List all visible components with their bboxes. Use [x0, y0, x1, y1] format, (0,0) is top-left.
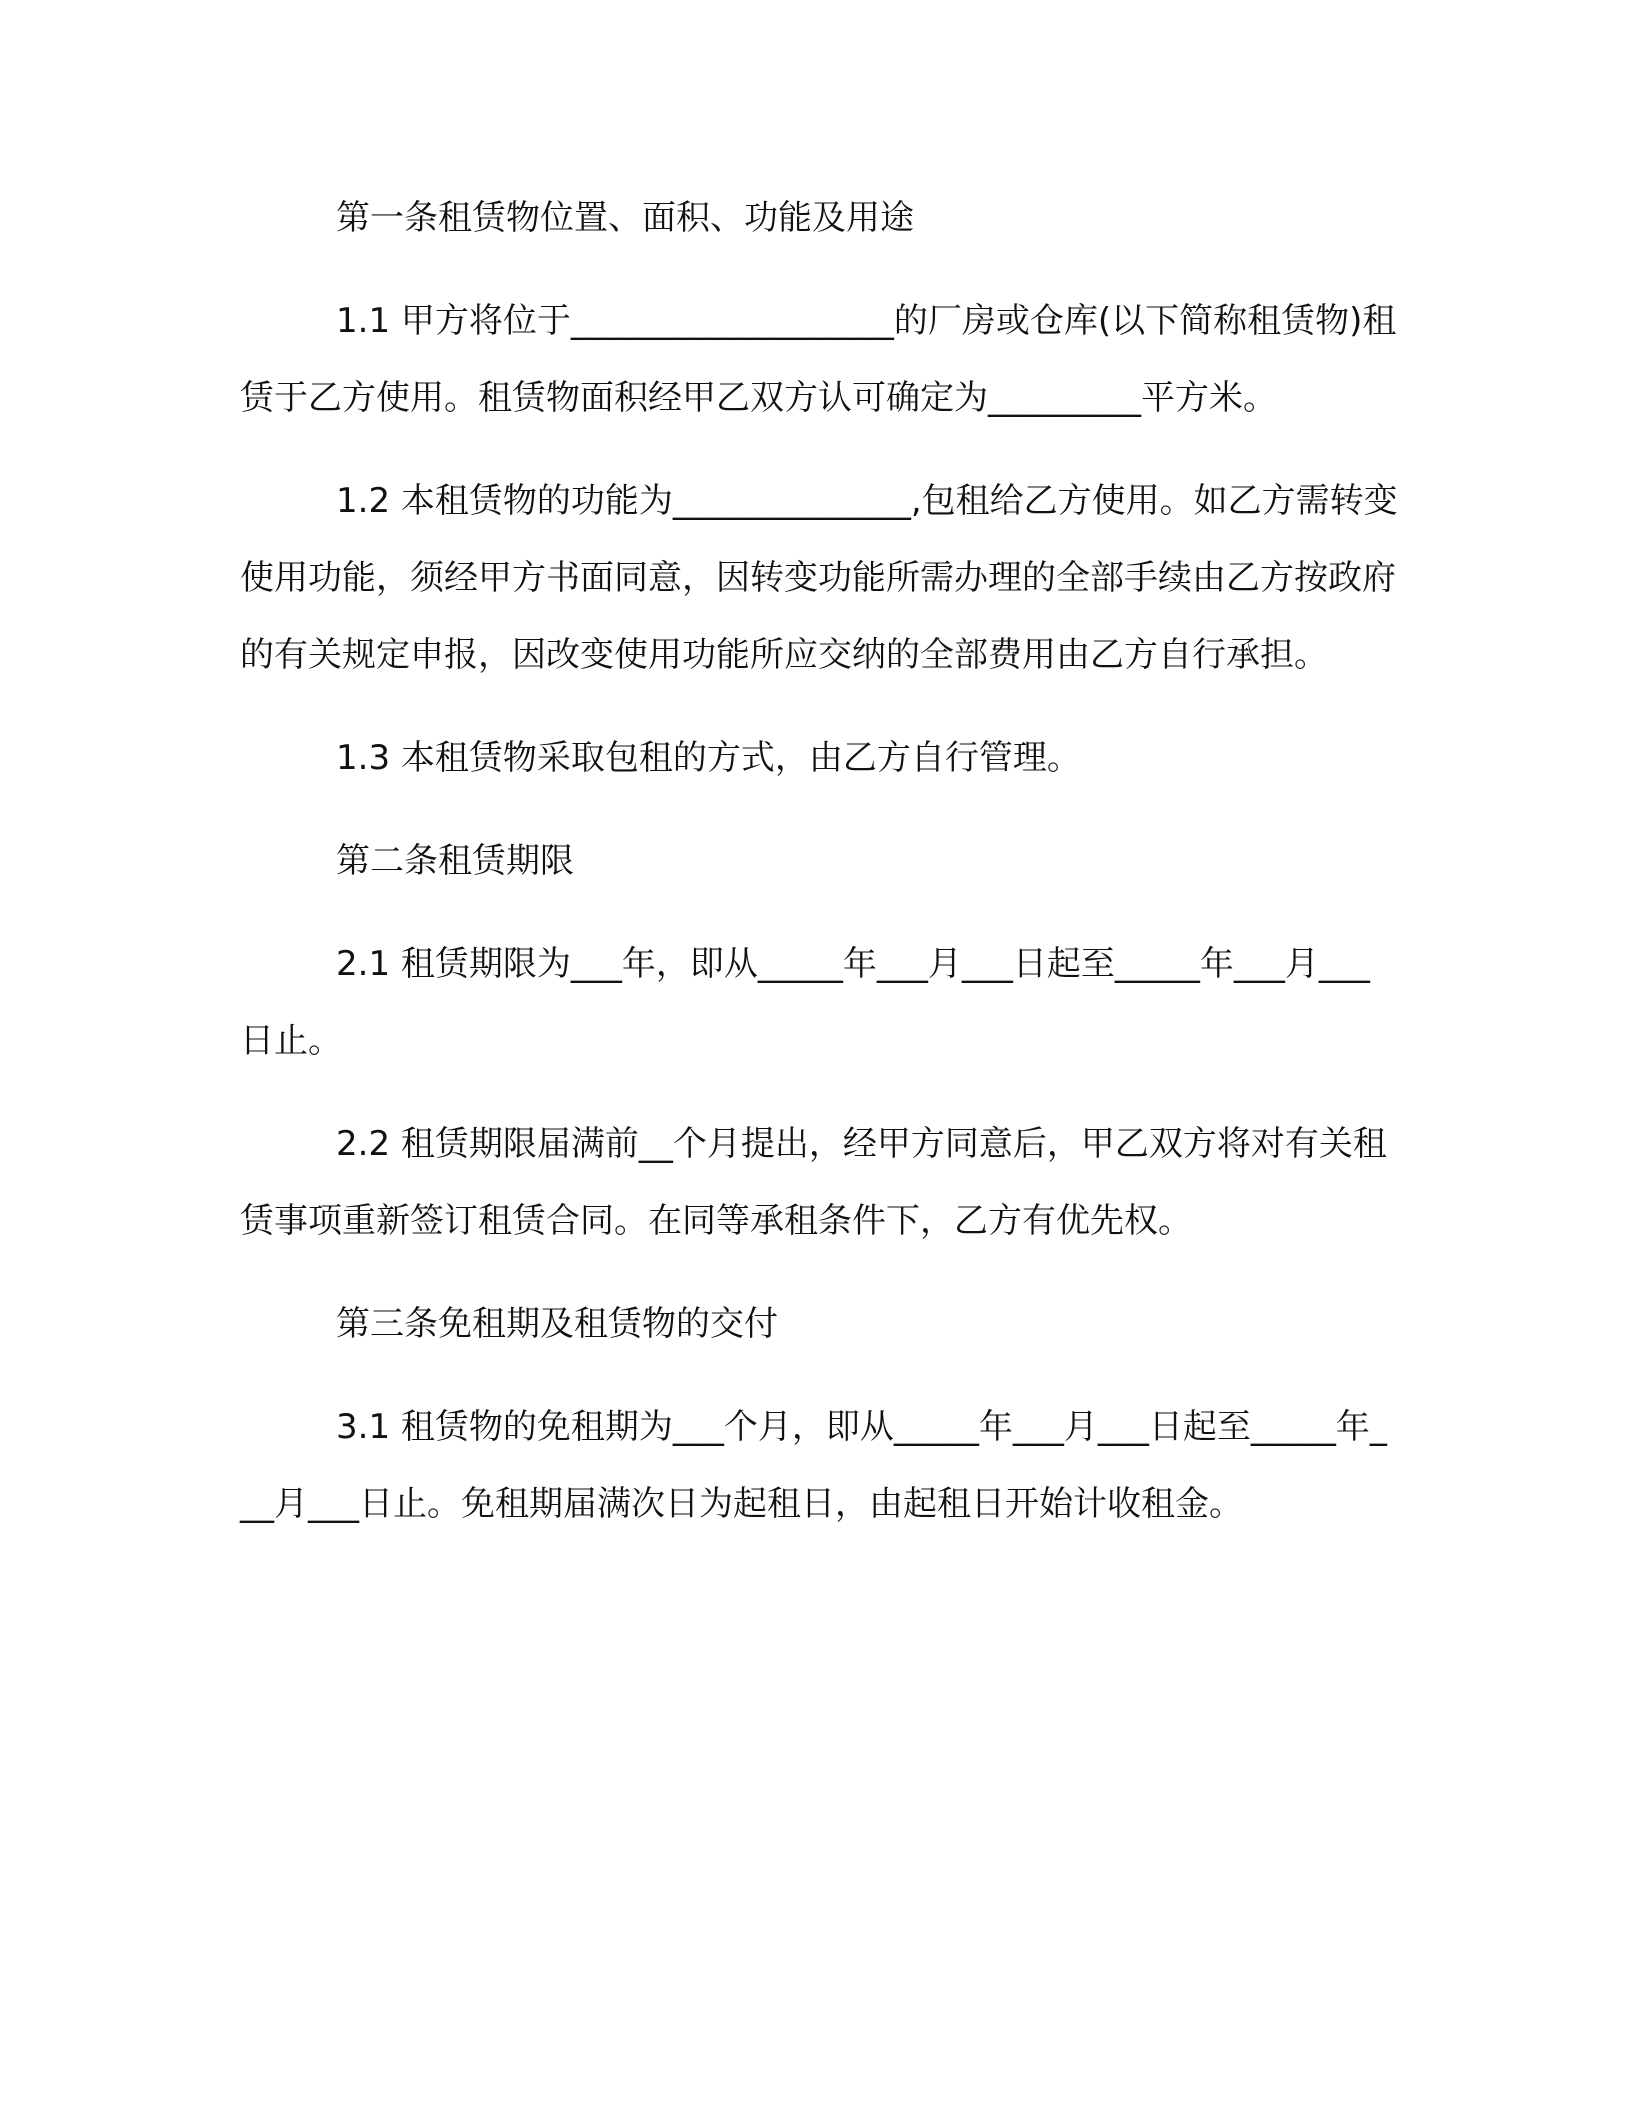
article-2-heading: 第二条租赁期限	[336, 841, 574, 881]
clause-1-2: 1.2 本租赁物的功能为______________,包租给乙方使用。如乙方需转变使用功能，须经甲方书面同意，因转变功能所需办理的全部手续由乙方按政府的有关规定申报，因改变使用功能所应交纳的全部费用由乙方自行承担。	[240, 481, 1398, 675]
clause-2-1: 2.1 租赁期限为___年，即从_____年___月___日起至_____年___月___日止。	[240, 944, 1370, 1061]
clause-1-3: 1.3 本租赁物采取包租的方式，由乙方自行管理。	[336, 738, 1081, 778]
contract-page	[240, 180, 1400, 1569]
clause-1-1: 1.1 甲方将位于___________________的厂房或仓库(以下简称租赁物)租赁于乙方使用。租赁物面积经甲乙双方认可确定为_________平方米。	[240, 301, 1397, 418]
clause-2-2: 2.2 租赁期限届满前__个月提出，经甲方同意后，甲乙双方将对有关租赁事项重新签订租赁合同。在同等承租条件下，乙方有优先权。	[240, 1124, 1387, 1241]
clause-3-1: 3.1 租赁物的免租期为___个月，即从_____年___月___日起至_____年___月___日止。免租期届满次日为起租日，由起租日开始计收租金。	[240, 1407, 1387, 1524]
article-1-heading: 第一条租赁物位置、面积、功能及用途	[336, 198, 914, 238]
article-3-heading: 第三条免租期及租赁物的交付	[336, 1304, 778, 1344]
